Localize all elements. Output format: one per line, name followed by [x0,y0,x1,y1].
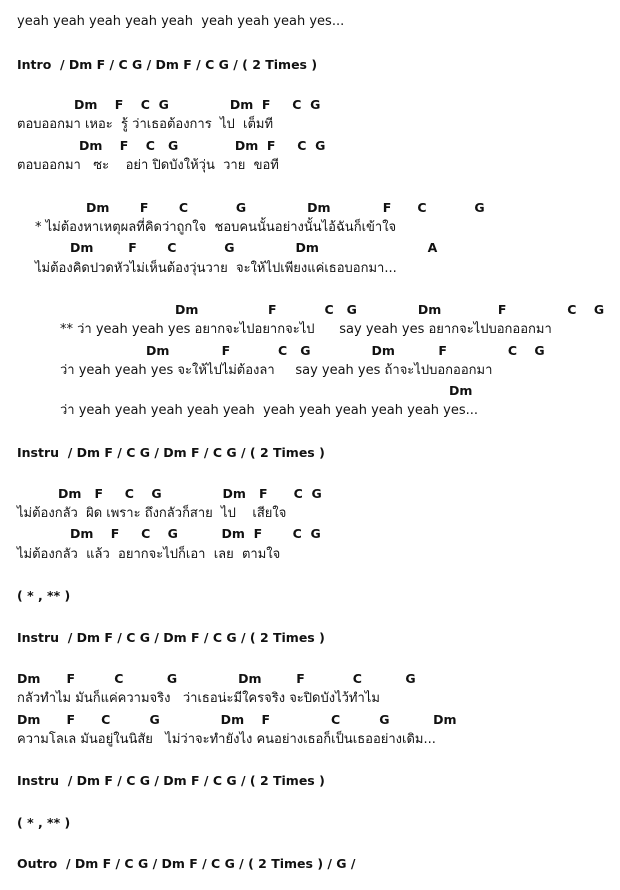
chord-line: Dm F C G Dm F C G Dm [17,712,457,727]
section-line: ( * , ** ) [17,588,71,603]
section-line: Intro / Dm F / C G / Dm F / C G / ( 2 Times ) [17,57,318,72]
chord-line: Dm F C G Dm F C G [79,138,326,153]
section-line: Instru / Dm F / C G / Dm F / C G / ( 2 Times ) [17,445,325,460]
section-line: Outro / Dm F / C G / Dm F / C G / ( 2 Times ) / G / [17,856,356,871]
chord-line: Dm F C G Dm F C G [146,343,545,358]
lyric-line: กลัวทำไม มันก็แค่ความจริง ว่าเธอน่ะมีใครจริง จะปิดบังไว้ทำไม [17,691,380,706]
chord-line: Dm F C G Dm A [70,240,438,255]
lyric-line: ความโลเล มันอยู่ในนิสัย ไม่ว่าจะทำยังไง คนอย่างเธอก็เป็นเธออย่างเดิม... [17,732,436,747]
chord-line: Dm F C G Dm F C G [17,671,416,686]
lyric-line: ว่า yeah yeah yeah yeah yeah yeah yeah yeah yeah yeah yes... [60,403,479,418]
chord-line: Dm F C G Dm F C G [175,302,605,317]
lyric-line: ไม่ต้องคิดปวดหัวไม่เห็นต้องวุ่นวาย จะให้ไปเพียงแค่เธอบอกมา... [35,261,397,276]
section-line: Instru / Dm F / C G / Dm F / C G / ( 2 Times ) [17,630,325,645]
lyric-line: ตอบออกมา ซะ อย่า ปิดบังให้วุ่น วาย ขอที [17,158,279,173]
chord-line: Dm F C G Dm F C G [74,97,321,112]
lyric-line: ตอบออกมา เหอะ รู้ ว่าเธอต้องการ ไป เต็มที [17,117,274,132]
lyric-line: ไม่ต้องกลัว ผิด เพราะ ถึงกลัวก็สาย ไป เสียใจ [17,506,287,521]
chord-line: Dm F C G Dm F C G [70,526,321,541]
chord-line: Dm F C G Dm F C G [58,486,322,501]
lyric-line: ว่า yeah yeah yes จะให้ไปไม่ต้องลา say yeah yes ถ้าจะไปบอกออกมา [60,363,493,378]
lyric-line: yeah yeah yeah yeah yeah yeah yeah yeah yes... [17,14,345,29]
section-line: ( * , ** ) [17,815,71,830]
lyric-line: ไม่ต้องกลัว แล้ว อยากจะไปก็เอา เลย ตามใจ [17,547,281,562]
lyric-line: * ไม่ต้องหาเหตุผลที่คิดว่าถูกใจ ชอบคนนั้นอย่างนั้นไอ้ฉันก็เข้าใจ [35,220,397,235]
section-line: Instru / Dm F / C G / Dm F / C G / ( 2 Times ) [17,773,325,788]
lyric-line: ** ว่า yeah yeah yes อยากจะไปอยากจะไป say yeah yes อยากจะไปบอกออกมา [60,322,552,337]
chord-line: Dm [449,383,473,398]
chord-line: Dm F C G Dm F C G [86,200,485,215]
